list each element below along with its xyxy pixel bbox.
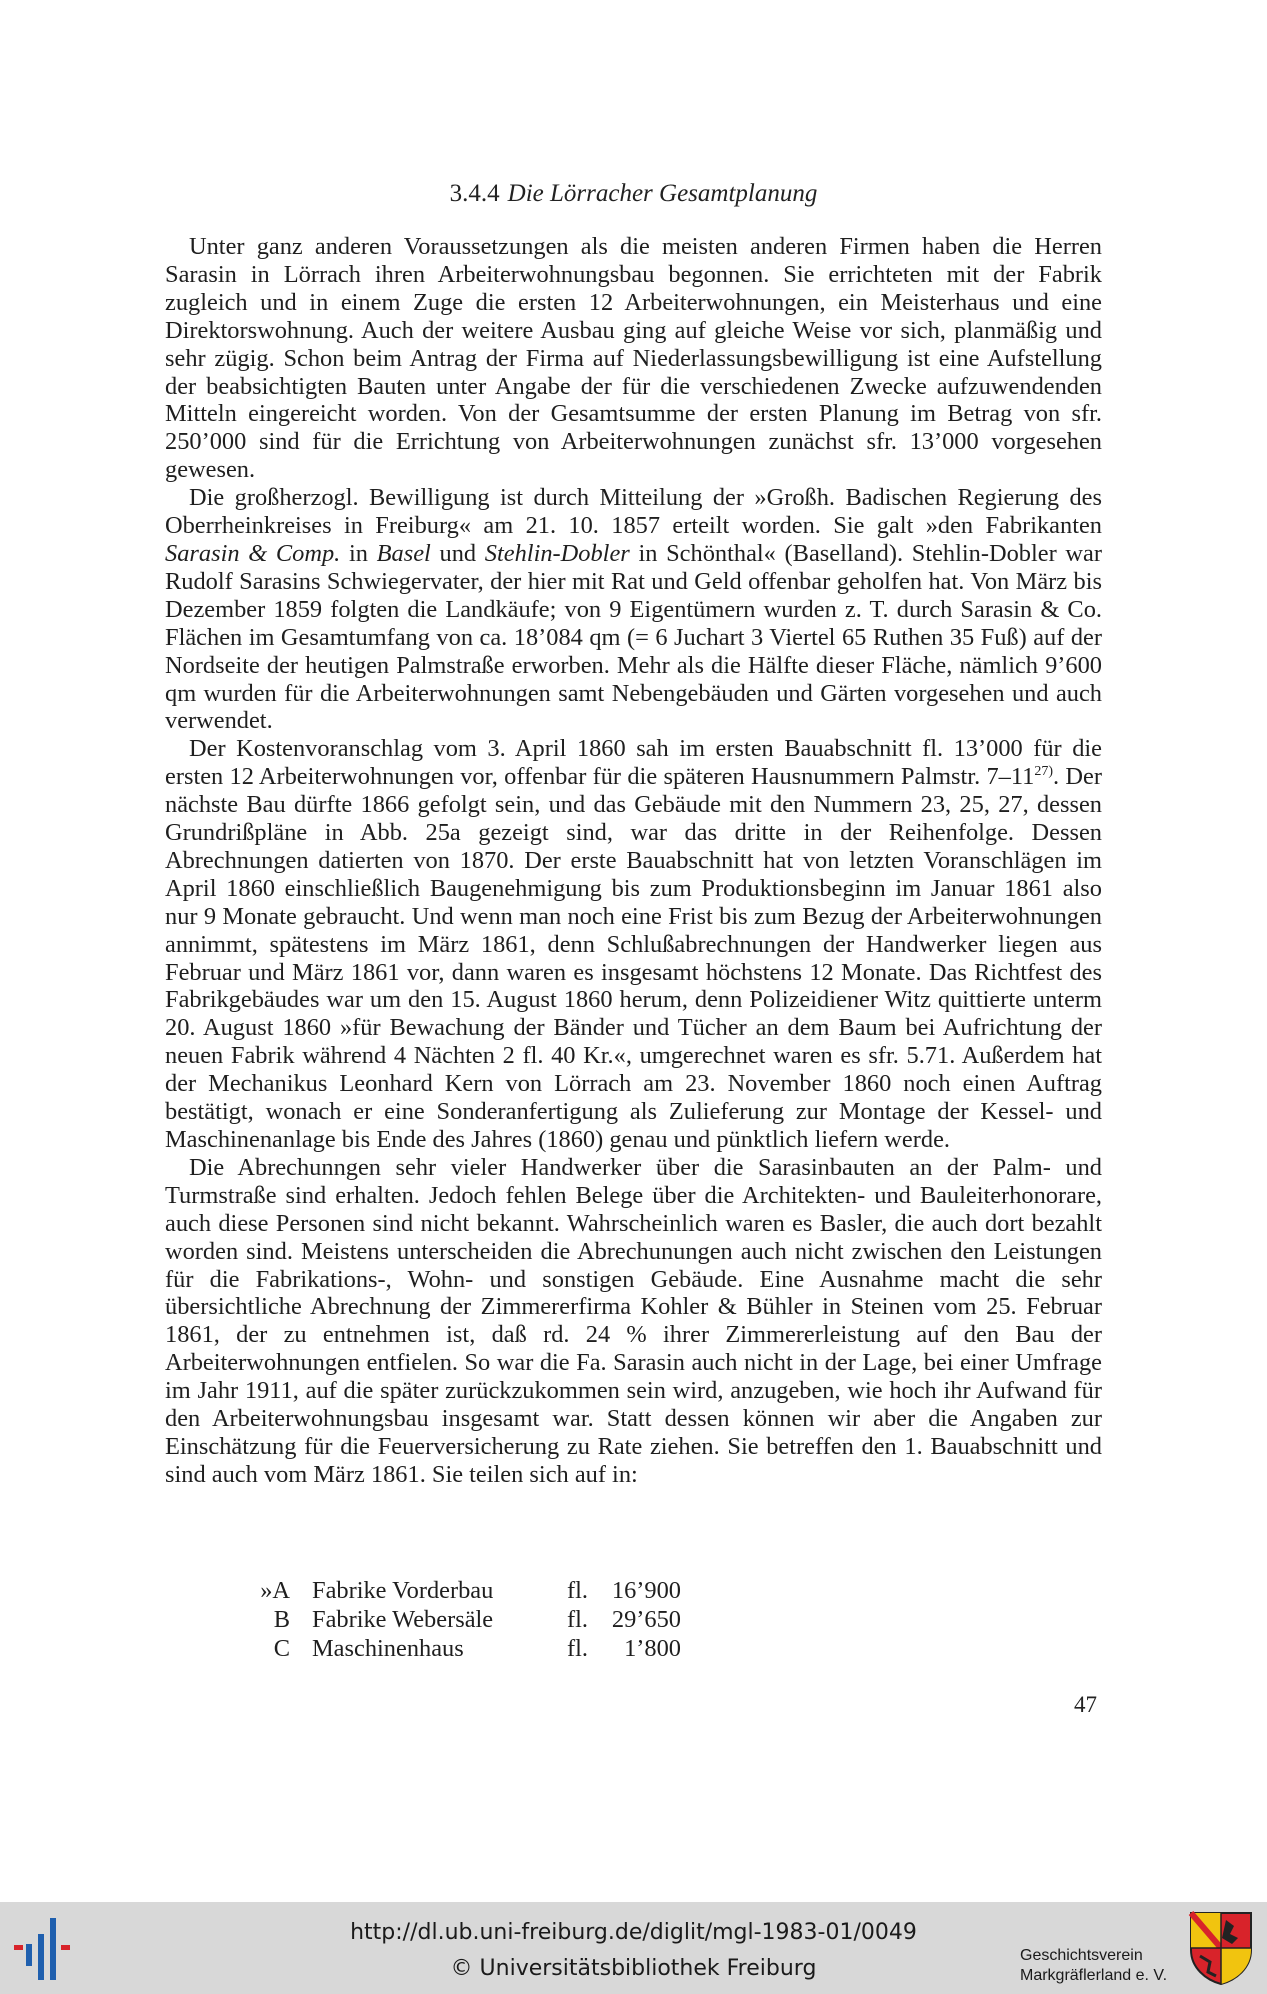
item-value: 16’900 [611,1577,681,1604]
paragraph: Die Abrechunngen sehr vieler Handwerker über die Sarasinbauten an der Palm- und Turmstraße sind erhalten. Jedoch fehlen Belege über die Architekten- und Bauleiterhonorare, auch diese Personen sind nicht bekannt. Wahrscheinlich waren es Basler, die auch dort bezahlt worden sind. Meistens unterscheiden die Abrechunungen auch nicht zwischen den Leistungen für die Fabrikations-, Wohn- und sonstigen Gebäude. Eine Ausnahme macht die sehr übersichtliche Abrechnung der Zimmererfirma Kohler & Bühler in Steinen vom 25. Februar 1861, der zu entnehmen ist, daß rd. 24 % ihrer Zimmererleistung auf den Bau der Arbeiterwohnungen entfielen. So war die Fa. Sarasin auch nicht in der Lage, bei einer Umfrage im Jahr 1911, auf die später zurückzukommen sein wird, anzugeben, wie hoch ihr Aufwand für den Arbeiterwohnungsbau insgesamt war. Statt dessen können wir aber die Angaben zur Einschätzung für die Feuerversicherung zu Rate ziehen. Sie betreffen den 1. Bauabschnitt und sind auch vom März 1861. Sie teilen sich auf in: [165,1153,1102,1488]
italic-name: Basel [376,539,431,567]
item-name: Fabrike Webersäle [312,1606,494,1633]
paragraph-start: Der Kostenvoranschlag vom 3. April 1860 sah im ersten Bauabschnitt fl. 13’000 für die ersten 12 Arbeiterwohnungen vor, offenbar für die späteren Hausnummern Palmstr. 7–11 [165,735,1102,791]
item-key: »A [260,1577,290,1604]
table-row [248,1634,681,1663]
italic-name: Stehlin-Dobler [484,539,630,567]
publisher-line: Markgräflerland e. V. [1020,1967,1168,1984]
publisher-line: Geschichtsverein [1020,1947,1143,1964]
table-row [248,1605,681,1634]
paragraph-rest: . Der nächste Bau dürfte 1866 gefolgt sein, und das Gebäude mit den Nummern 23, 25, 27, dessen Grundrißpläne in Abb. 25a gezeigt sind, war das dritte in der Reihenfolge. Dessen Abrechnungen datierten von 1870. Der erste Bauabschnitt hat von letzten Voranschlägen im April 1860 einschließlich Baugenehmigung bis zum Produktionsbeginn im Januar 1861 also nur 9 Monate gebraucht. Und wenn man noch eine Frist bis zum Bezug der Arbeiterwohnungen annimmt, spätestens im März 1861, denn Schlußabrechnungen der Handwerker liegen aus Februar und März 1861 vor, dann waren es insgesamt höchstens 12 Monate. Das Richtfest des Fabrikgebäudes war um den 15. August 1860 herum, denn Polizeidiener Witz quittierte unterm 20. August 1860 »für Bewachung der Bänder und Tücher an dem Baum bei Aufrichtung der neuen Fabrik während 4 Nächten 2 fl. 40 Kr.«, umgerechnet waren es sfr. 5.71. Außerdem hat der Mechanikus Leonhard Kern von Lörrach am 23. November 1860 noch einen Auftrag bestätigt, wonach er eine Sonderanfertigung als Zulieferung zur Montage der Kessel- und Maschinenanlage bis Ende des Jahres (1860) genau und pünktlich liefern werde. [165,763,1102,1153]
item-currency: fl. [567,1577,588,1604]
item-value: 1’800 [624,1635,681,1662]
page-number: 47 [1074,1692,1097,1717]
paragraph: Unter ganz anderen Voraussetzungen als die meisten anderen Firmen haben die Herren Sarasin in Lörrach ihren Arbeiterwohnungsbau begonnen. Sie errichteten mit der Fabrik zugleich und in einem Zuge die ersten 12 Arbeiterwohnungen, ein Meisterhaus und eine Direktorswohnung. Auch der weitere Ausbau ging auf gleiche Weise vor sich, planmäßig und sehr zügig. Schon beim Antrag der Firma auf Niederlassungsbewilligung ist eine Aufstellung der beabsichtigten Bauten unter Angabe der für die verschiedenen Zwecke aufzuwendenden Mitteln eingereicht worden. Von der Gesamtsumme der ersten Planung im Betrag von sfr. 250’000 sind für die Errichtung von Arbeiterwohnungen zunächst sfr. 13’000 vorgesehen gewesen. [165,233,1102,484]
italic-name: Sarasin & Comp. [165,539,341,567]
copyright-text: © Universitätsbibliothek Freiburg [450,1956,817,1981]
item-value: 29’650 [611,1606,681,1633]
library-logo-icon[interactable] [14,1912,80,1982]
body-text [165,233,1102,1489]
item-currency: fl. [567,1635,588,1662]
item-key: C [273,1635,290,1662]
valuation-table [248,1576,681,1663]
paragraph: Die großherzogl. Bewilligung ist durch Mitteilung der »Großh. Badischen Regierung des Oberrheinkreises in Freiburg« am 21. 10. 1857 erteilt worden. Sie galt »den Fabrikanten Sarasin & Comp. in Basel und Stehlin-Dobler in Schönthal« (Baselland). Stehlin-Dobler war Rudolf Sarasins Schwiegervater, der hier mit Rat und Geld offenbar geholfen hat. Von März bis Dezember 1859 folgten die Landkäufe; von 9 Eigentümern wurden z. T. durch Sarasin & Co. Flächen im Gesamtumfang von ca. 18’084 qm (= 6 Juchart 3 Viertel 65 Ruthen 35 Fuß) auf der Nordseite der heutigen Palmstraße erworben. Mehr als die Hälfte dieser Fläche, nämlich 9’600 qm wurden für die Arbeiterwohnungen samt Nebengebäuden und Gärten vorgesehen und auch verwendet. [165,484,1102,735]
coat-of-arms-icon [1188,1910,1254,1986]
section-title: Die Lörracher Gesamtplanung [507,180,818,207]
table-row [248,1576,681,1605]
section-heading [165,180,1102,208]
source-url-link[interactable]: http://dl.ub.uni-freiburg.de/diglit/mgl-1983-01/0049 [350,1920,917,1945]
footnote-ref[interactable]: 27) [1034,764,1054,780]
footer-bar [0,1902,1267,1994]
section-number: 3.4.4 [449,180,500,207]
item-name: Fabrike Vorderbau [312,1577,494,1604]
paragraph [165,735,1102,1154]
item-currency: fl. [567,1606,588,1633]
item-name: Maschinenhaus [312,1635,464,1662]
publisher-name [1020,1946,1190,1986]
item-key: B [273,1606,290,1633]
